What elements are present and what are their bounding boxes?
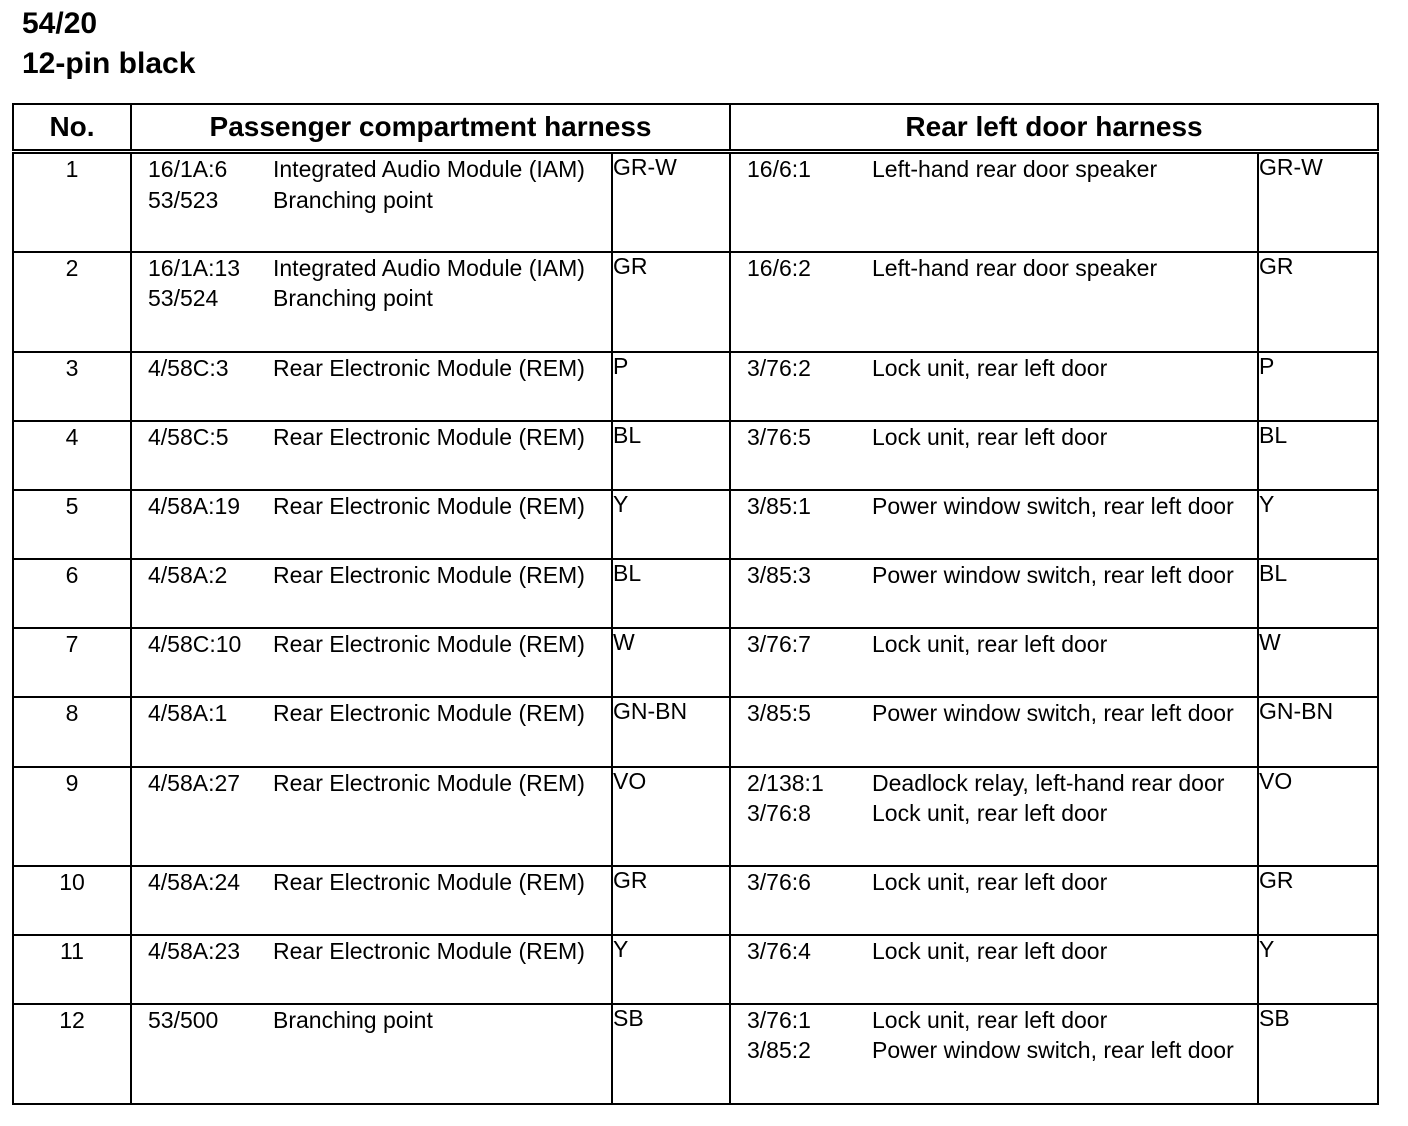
component-name: Lock unit, rear left door [872, 1006, 1108, 1033]
component-name: Lock unit, rear left door [872, 423, 1108, 450]
terminal-code: 4/58A:24 [148, 868, 241, 895]
component-name: Integrated Audio Module (IAM) [273, 156, 585, 182]
terminal-code: 16/1A:6 [148, 156, 228, 182]
connection-entry [731, 798, 1257, 829]
table-row [13, 352, 1378, 421]
connection-entry [731, 936, 1257, 967]
table-row [13, 559, 1378, 628]
terminal-code: 3/76:6 [747, 868, 811, 895]
pin-number: 9 [13, 767, 131, 866]
component-name: Rear Electronic Module (REM) [273, 354, 585, 381]
passenger-wire-color: GR-W [612, 152, 730, 252]
component-name: Branching point [273, 285, 433, 311]
component-name: Lock unit, rear left door [872, 868, 1108, 895]
terminal-code: 4/58A:27 [148, 769, 241, 796]
terminal-code: 16/1A:13 [148, 254, 241, 281]
table-row [13, 1004, 1378, 1104]
component-name: Lock unit, rear left door [872, 800, 1108, 826]
connection-entry [132, 491, 611, 522]
table-row [13, 152, 1378, 252]
header-passenger-harness: Passenger compartment harness [131, 104, 730, 152]
component-name: Left-hand rear door speaker [872, 254, 1158, 281]
table-row [13, 767, 1378, 866]
passenger-harness-cell [131, 1004, 612, 1104]
pin-number: 2 [13, 252, 131, 352]
table-row [13, 697, 1378, 767]
component-name: Rear Electronic Module (REM) [273, 630, 585, 657]
connection-entry [132, 422, 611, 453]
passenger-wire-color: SB [612, 1004, 730, 1104]
terminal-code: 16/6:2 [747, 254, 811, 281]
rear-door-wire-color: P [1258, 352, 1378, 421]
rear-door-wire-color: GN-BN [1258, 697, 1378, 767]
rear-door-harness-cell [730, 352, 1258, 421]
connection-entry [132, 253, 611, 284]
component-name: Branching point [273, 1006, 433, 1033]
rear-door-harness-cell [730, 866, 1258, 935]
terminal-code: 53/523 [148, 186, 219, 213]
pin-number: 10 [13, 866, 131, 935]
connection-entry [731, 560, 1257, 591]
terminal-code: 3/85:5 [747, 699, 811, 726]
passenger-wire-color: GR [612, 866, 730, 935]
component-name: Rear Electronic Module (REM) [273, 868, 585, 895]
connection-entry [132, 154, 611, 185]
terminal-code: 16/6:1 [747, 156, 811, 182]
component-name: Power window switch, rear left door [872, 1037, 1234, 1063]
connector-number: 54/20 [22, 7, 98, 40]
connection-entry [731, 154, 1257, 185]
terminal-code: 3/76:5 [747, 423, 811, 450]
terminal-code: 3/85:3 [747, 561, 811, 588]
component-name: Power window switch, rear left door [872, 561, 1234, 588]
connection-entry [731, 867, 1257, 898]
component-name: Rear Electronic Module (REM) [273, 492, 585, 519]
terminal-code: 53/500 [148, 1006, 219, 1033]
pin-number: 4 [13, 421, 131, 490]
passenger-harness-cell [131, 421, 612, 490]
connection-entry [731, 1035, 1257, 1066]
terminal-code: 4/58A:2 [148, 561, 228, 588]
header-no: No. [13, 104, 131, 152]
table-row [13, 935, 1378, 1004]
connection-entry [132, 768, 611, 799]
component-name: Deadlock relay, left-hand rear door [872, 769, 1225, 796]
component-name: Rear Electronic Module (REM) [273, 561, 585, 588]
passenger-wire-color: GR [612, 252, 730, 352]
rear-door-wire-color: GR [1258, 252, 1378, 352]
rear-door-harness-cell [730, 421, 1258, 490]
passenger-wire-color: W [612, 628, 730, 697]
pin-number: 7 [13, 628, 131, 697]
pin-number: 5 [13, 490, 131, 559]
rear-door-harness-cell [730, 490, 1258, 559]
terminal-code: 4/58A:23 [148, 937, 241, 964]
connection-entry [731, 629, 1257, 660]
connection-entry [132, 353, 611, 384]
pin-number: 12 [13, 1004, 131, 1104]
terminal-code: 3/85:1 [747, 492, 811, 519]
connector-description: 12-pin black [22, 47, 196, 80]
terminal-code: 3/76:8 [747, 800, 811, 826]
rear-door-wire-color: Y [1258, 935, 1378, 1004]
passenger-wire-color: VO [612, 767, 730, 866]
terminal-code: 3/76:4 [747, 937, 811, 964]
passenger-wire-color: GN-BN [612, 697, 730, 767]
passenger-harness-cell [131, 935, 612, 1004]
connection-entry [731, 1005, 1257, 1036]
header-rear-left-door-harness: Rear left door harness [730, 104, 1378, 152]
component-name: Rear Electronic Module (REM) [273, 937, 585, 964]
terminal-code: 3/85:2 [747, 1037, 811, 1063]
passenger-wire-color: Y [612, 490, 730, 559]
rear-door-wire-color: BL [1258, 559, 1378, 628]
connection-entry [731, 698, 1257, 729]
passenger-harness-cell [131, 252, 612, 352]
connection-entry [132, 185, 611, 216]
connection-entry [731, 353, 1257, 384]
pin-table [12, 103, 1379, 1105]
rear-door-wire-color: BL [1258, 421, 1378, 490]
rear-door-harness-cell [730, 697, 1258, 767]
passenger-wire-color: BL [612, 559, 730, 628]
connection-entry [132, 936, 611, 967]
component-name: Rear Electronic Module (REM) [273, 423, 585, 450]
component-name: Rear Electronic Module (REM) [273, 699, 585, 726]
rear-door-wire-color: W [1258, 628, 1378, 697]
terminal-code: 53/524 [148, 285, 219, 311]
rear-door-wire-color: SB [1258, 1004, 1378, 1104]
rear-door-harness-cell [730, 252, 1258, 352]
rear-door-harness-cell [730, 767, 1258, 866]
pin-number: 8 [13, 697, 131, 767]
connection-entry [731, 491, 1257, 522]
terminal-code: 4/58A:1 [148, 699, 228, 726]
passenger-wire-color: Y [612, 935, 730, 1004]
rear-door-harness-cell [730, 935, 1258, 1004]
connection-entry [132, 629, 611, 660]
rear-door-harness-cell [730, 628, 1258, 697]
component-name: Branching point [273, 186, 433, 213]
connection-entry [132, 867, 611, 898]
header-row [13, 104, 1378, 152]
terminal-code: 3/76:2 [747, 354, 811, 381]
connection-entry [132, 283, 611, 314]
component-name: Lock unit, rear left door [872, 354, 1108, 381]
rear-door-harness-cell [730, 559, 1258, 628]
pin-number: 3 [13, 352, 131, 421]
connection-entry [132, 560, 611, 591]
connection-entry [132, 1005, 611, 1036]
terminal-code: 4/58A:19 [148, 492, 241, 519]
component-name: Left-hand rear door speaker [872, 156, 1158, 182]
passenger-harness-cell [131, 152, 612, 252]
connection-entry [132, 698, 611, 729]
table-row [13, 866, 1378, 935]
terminal-code: 4/58C:3 [148, 354, 229, 381]
passenger-harness-cell [131, 767, 612, 866]
rear-door-wire-color: GR [1258, 866, 1378, 935]
terminal-code: 3/76:7 [747, 630, 811, 657]
passenger-wire-color: P [612, 352, 730, 421]
component-name: Integrated Audio Module (IAM) [273, 254, 585, 281]
connection-entry [731, 422, 1257, 453]
connection-entry [731, 768, 1257, 799]
table-row [13, 490, 1378, 559]
terminal-code: 2/138:1 [747, 769, 824, 796]
terminal-code: 4/58C:5 [148, 423, 229, 450]
terminal-code: 4/58C:10 [148, 630, 242, 657]
pin-number: 1 [13, 152, 131, 252]
component-name: Lock unit, rear left door [872, 630, 1108, 657]
rear-door-harness-cell [730, 152, 1258, 252]
rear-door-wire-color: VO [1258, 767, 1378, 866]
terminal-code: 3/76:1 [747, 1006, 811, 1033]
rear-door-wire-color: GR-W [1258, 152, 1378, 252]
pin-number: 11 [13, 935, 131, 1004]
component-name: Lock unit, rear left door [872, 937, 1108, 964]
table-row [13, 421, 1378, 490]
passenger-harness-cell [131, 866, 612, 935]
passenger-harness-cell [131, 559, 612, 628]
pin-number: 6 [13, 559, 131, 628]
rear-door-harness-cell [730, 1004, 1258, 1104]
table-row [13, 252, 1378, 352]
passenger-harness-cell [131, 352, 612, 421]
connection-entry [731, 253, 1257, 284]
passenger-wire-color: BL [612, 421, 730, 490]
component-name: Power window switch, rear left door [872, 492, 1234, 519]
passenger-harness-cell [131, 697, 612, 767]
component-name: Power window switch, rear left door [872, 699, 1234, 726]
component-name: Rear Electronic Module (REM) [273, 769, 585, 796]
table-row [13, 628, 1378, 697]
passenger-harness-cell [131, 490, 612, 559]
rear-door-wire-color: Y [1258, 490, 1378, 559]
passenger-harness-cell [131, 628, 612, 697]
